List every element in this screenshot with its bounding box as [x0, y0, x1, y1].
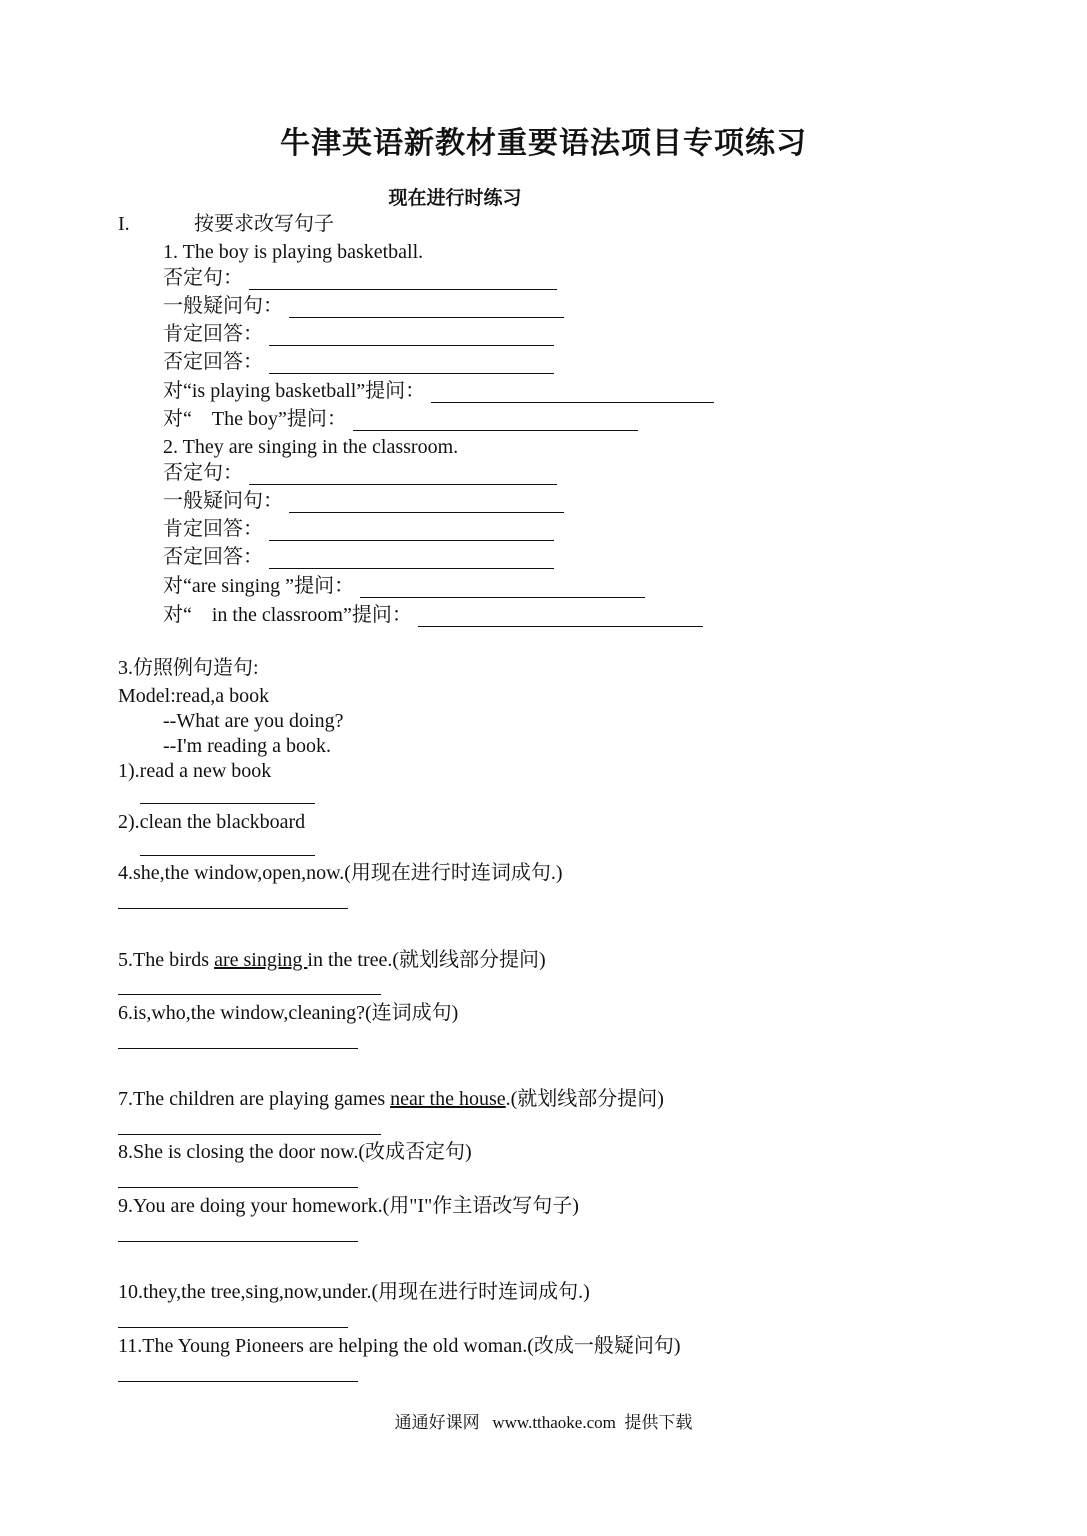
answer-blank[interactable]: [269, 353, 554, 374]
q1-prompt-label: 对“ The boy”提问：: [163, 408, 347, 430]
q7-post: .(就划线部分提问): [505, 1088, 664, 1110]
q3-heading: 3.仿照例句造句:: [118, 657, 259, 679]
q5-underlined: are singing: [214, 949, 308, 971]
document-subtitle: 现在进行时练习: [388, 187, 522, 209]
answer-blank[interactable]: [360, 577, 645, 598]
answer-blank[interactable]: [118, 1381, 358, 1382]
footer-text: 通通好课网 www.tthaoke.com 提供下载: [394, 1413, 693, 1432]
q1-prompt-row: [163, 350, 554, 374]
q5-pre: 5.The birds: [118, 949, 215, 971]
q4-text: 4.she,the window,open,now.(用现在进行时连词成句.): [118, 862, 563, 884]
answer-blank[interactable]: [118, 1134, 381, 1135]
answer-blank[interactable]: [269, 520, 554, 541]
q1-prompt-label: 对“is playing basketball”提问：: [163, 380, 426, 402]
q5-text: [118, 948, 546, 972]
q3-item: 1).read a new book: [118, 760, 272, 782]
q3-model-answer: --I'm reading a book.: [163, 735, 331, 757]
answer-blank[interactable]: [249, 269, 557, 290]
q1-prompt-row: [163, 322, 554, 346]
q2-prompt-row: [163, 489, 564, 513]
q2-prompt-label: 肯定回答：: [163, 518, 263, 540]
q2-prompt-label: 对“are singing ”提问：: [163, 575, 355, 597]
answer-blank[interactable]: [431, 382, 714, 403]
q2-prompt-label: 对“ in the classroom”提问：: [163, 604, 412, 626]
section-numeral: I.: [118, 213, 130, 235]
q10-text: 10.they,the tree,sing,now,under.(用现在进行时连词成句.): [118, 1281, 590, 1303]
q5-post: in the tree.(就划线部分提问): [307, 949, 546, 971]
q2-prompt-row: [163, 574, 645, 598]
q2-prompt-label: 否定句：: [163, 462, 243, 484]
q2-prompt-row: [163, 545, 554, 569]
answer-blank[interactable]: [118, 1187, 358, 1188]
q2-prompt-label: 一般疑问句：: [163, 490, 283, 512]
q6-text: 6.is,who,the window,cleaning?(连词成句): [118, 1002, 459, 1024]
answer-blank[interactable]: [140, 855, 315, 856]
answer-blank[interactable]: [118, 1241, 358, 1242]
q1-prompt-row: [163, 294, 564, 318]
q7-underlined: near the house: [390, 1088, 506, 1110]
q8-text: 8.She is closing the door now.(改成否定句): [118, 1141, 472, 1163]
answer-blank[interactable]: [118, 908, 348, 909]
q1-sentence: 1. The boy is playing basketball.: [163, 241, 424, 263]
q2-prompt-row: [163, 603, 703, 627]
answer-blank[interactable]: [353, 410, 638, 431]
answer-blank[interactable]: [289, 492, 564, 513]
q2-prompt-row: [163, 461, 557, 485]
answer-blank[interactable]: [269, 325, 554, 346]
q2-sentence: 2. They are singing in the classroom.: [163, 436, 459, 458]
q1-prompt-row: [163, 379, 714, 403]
q1-prompt-label: 一般疑问句：: [163, 295, 283, 317]
q3-item: 2).clean the blackboard: [118, 811, 306, 833]
q9-text: 9.You are doing your homework.(用"I"作主语改写句子): [118, 1195, 579, 1217]
q1-prompt-label: 否定句：: [163, 267, 243, 289]
q1-prompt-label: 否定回答：: [163, 351, 263, 373]
section-heading: 按要求改写句子: [194, 213, 334, 235]
q1-prompt-row: [163, 407, 638, 431]
q2-prompt-label: 否定回答：: [163, 546, 263, 568]
answer-blank[interactable]: [418, 606, 703, 627]
q7-pre: 7.The children are playing games: [118, 1088, 391, 1110]
q1-prompt-row: [163, 266, 557, 290]
answer-blank[interactable]: [289, 297, 564, 318]
answer-blank[interactable]: [140, 803, 315, 804]
answer-blank[interactable]: [249, 464, 557, 485]
answer-blank[interactable]: [269, 548, 554, 569]
document-title: 牛津英语新教材重要语法项目专项练习: [280, 126, 807, 161]
q11-text: 11.The Young Pioneers are helping the old woman.(改成一般疑问句): [118, 1335, 681, 1357]
q3-model: Model:read,a book: [118, 685, 270, 707]
q7-text: [118, 1087, 664, 1111]
q2-prompt-row: [163, 517, 554, 541]
q1-prompt-label: 肯定回答：: [163, 323, 263, 345]
answer-blank[interactable]: [118, 1048, 358, 1049]
answer-blank[interactable]: [118, 994, 381, 995]
q3-model-question: --What are you doing?: [163, 710, 344, 732]
answer-blank[interactable]: [118, 1327, 348, 1328]
